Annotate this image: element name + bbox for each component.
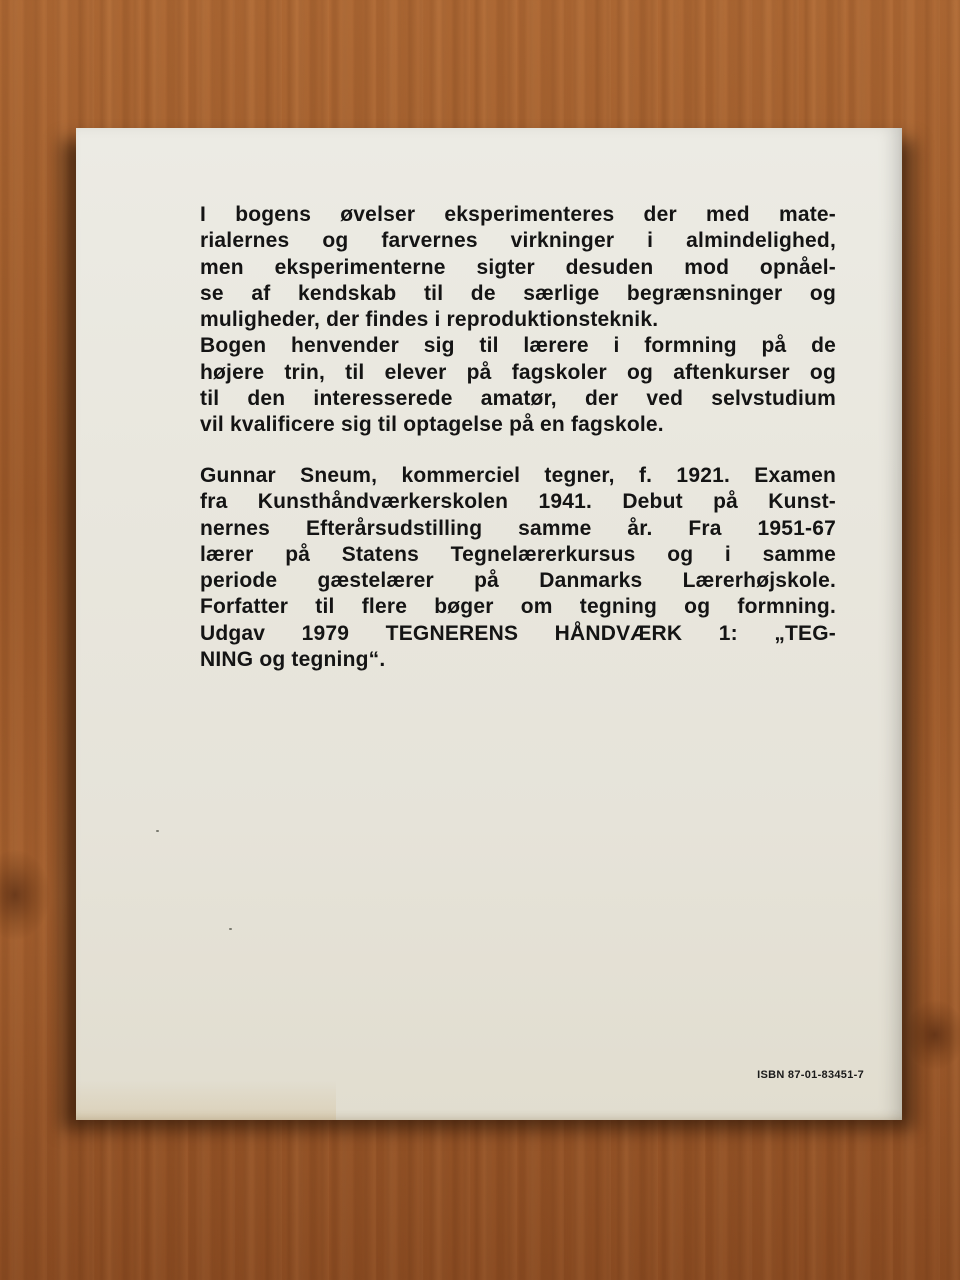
wood-knot xyxy=(0,850,50,940)
description-line: vil kvalificere sig til optagelse på en fagskole. xyxy=(200,413,664,437)
description-line: I bogens øvelser eksperimenteres der med mate- xyxy=(200,203,836,226)
author-line: fra Kunsthåndværkerskolen 1941. Debut på Kunst- xyxy=(200,490,836,514)
description-line: højere trin, til elever på fagskoler og aftenkurser og xyxy=(200,360,836,384)
author-line: Udgav 1979 TEGNERENS HÅNDVÆRK 1: „TEG- xyxy=(200,621,836,645)
book-description xyxy=(200,202,836,439)
description-line: men eksperimenterne sigter desuden mod opnåel- xyxy=(200,255,836,279)
description-line: Bogen henvender sig til lærere i formning på de xyxy=(200,334,836,358)
paper-speck xyxy=(156,830,159,832)
description-line: muligheder, der findes i reproduktionsteknik. xyxy=(200,308,659,332)
author-line: nernes Efterårsudstilling samme år. Fra 1951-67 xyxy=(200,516,836,540)
author-line: lærer på Statens Tegnelærerkursus og i samme xyxy=(200,542,836,566)
description-line: se af kendskab til de særlige begrænsninger og xyxy=(200,281,836,305)
author-bio xyxy=(200,463,836,673)
description-line: rialernes og farvernes virkninger i almindelighed, xyxy=(200,229,836,253)
description-line: til den interesserede amatør, der ved selvstudium xyxy=(200,387,836,411)
author-line: Forfatter til flere bøger om tegning og formning. xyxy=(200,595,836,619)
isbn-number: ISBN 87-01-83451-7 xyxy=(757,1069,864,1081)
author-line: Gunnar Sneum, kommerciel tegner, f. 1921. Examen xyxy=(200,464,836,487)
author-line: NING og tegning“. xyxy=(200,648,386,672)
author-line: periode gæstelærer på Danmarks Lærerhøjskole. xyxy=(200,569,836,593)
book-back-cover xyxy=(76,128,902,1120)
paper-speck xyxy=(229,928,232,930)
